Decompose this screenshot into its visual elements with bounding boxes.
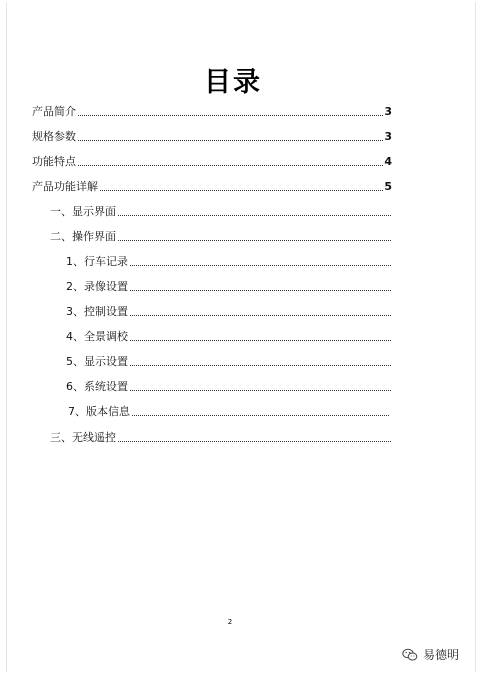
toc-entry-label: 1、行车记录 bbox=[66, 255, 128, 268]
toc-leader-dots bbox=[132, 415, 389, 416]
toc-entry-operation-interface[interactable] bbox=[50, 227, 392, 243]
toc-entry-label: 一、显示界面 bbox=[50, 205, 116, 218]
toc-entry-label: 5、显示设置 bbox=[66, 355, 128, 368]
toc-entry-label: 6、系统设置 bbox=[66, 380, 128, 393]
toc-entry-label: 3、控制设置 bbox=[66, 305, 128, 318]
toc-entry-recording-settings[interactable] bbox=[66, 277, 392, 293]
toc-leader-dots bbox=[130, 390, 391, 391]
toc-leader-dots bbox=[130, 315, 391, 316]
toc-entry-label: 产品功能详解 bbox=[32, 180, 98, 193]
toc-page-number: 3 bbox=[384, 130, 392, 143]
toc-entry-label: 7、版本信息 bbox=[68, 405, 130, 418]
toc-entry-label: 规格参数 bbox=[32, 130, 76, 143]
toc-page-number: 4 bbox=[384, 155, 392, 168]
toc-entry-label: 三、无线遥控 bbox=[50, 431, 116, 444]
wechat-icon bbox=[402, 648, 418, 662]
toc-entry-wireless-remote[interactable] bbox=[50, 428, 392, 444]
toc-entry-system-settings[interactable] bbox=[66, 377, 392, 393]
toc-entry-display-interface[interactable] bbox=[50, 202, 392, 218]
toc-leader-dots bbox=[78, 165, 383, 166]
watermark-text: 易德明 bbox=[423, 648, 460, 662]
toc-page-number: 3 bbox=[384, 105, 392, 118]
toc-leader-dots bbox=[118, 240, 391, 241]
toc-entry-specifications[interactable] bbox=[32, 127, 392, 143]
toc-leader-dots bbox=[78, 140, 383, 141]
toc-leader-dots bbox=[130, 265, 391, 266]
toc-entry-label: 2、录像设置 bbox=[66, 280, 128, 293]
toc-leader-dots bbox=[100, 190, 383, 191]
toc-page-number: 5 bbox=[384, 180, 392, 193]
toc-entry-version-info[interactable] bbox=[68, 402, 390, 418]
toc-entry-label: 4、全景调校 bbox=[66, 330, 128, 343]
toc-entry-label: 二、操作界面 bbox=[50, 230, 116, 243]
watermark bbox=[402, 646, 459, 663]
toc-leader-dots bbox=[118, 441, 391, 442]
toc-leader-dots bbox=[78, 115, 383, 116]
toc-leader-dots bbox=[118, 215, 391, 216]
toc-leader-dots bbox=[130, 365, 391, 366]
toc-entry-label: 功能特点 bbox=[32, 155, 76, 168]
toc-entry-control-settings[interactable] bbox=[66, 302, 392, 318]
toc-entry-function-details[interactable] bbox=[32, 177, 392, 193]
toc-leader-dots bbox=[130, 290, 391, 291]
toc-leader-dots bbox=[130, 340, 391, 341]
toc-entry-driving-record[interactable] bbox=[66, 252, 392, 268]
toc-entry-features[interactable] bbox=[32, 152, 392, 168]
page-title: 目录 bbox=[204, 67, 262, 98]
toc-entry-display-settings[interactable] bbox=[66, 352, 392, 368]
toc-entry-label: 产品简介 bbox=[32, 105, 76, 118]
toc-entry-product-intro[interactable] bbox=[32, 102, 392, 118]
page-number: 2 bbox=[227, 618, 233, 626]
toc-entry-panorama-calibration[interactable] bbox=[66, 327, 392, 343]
